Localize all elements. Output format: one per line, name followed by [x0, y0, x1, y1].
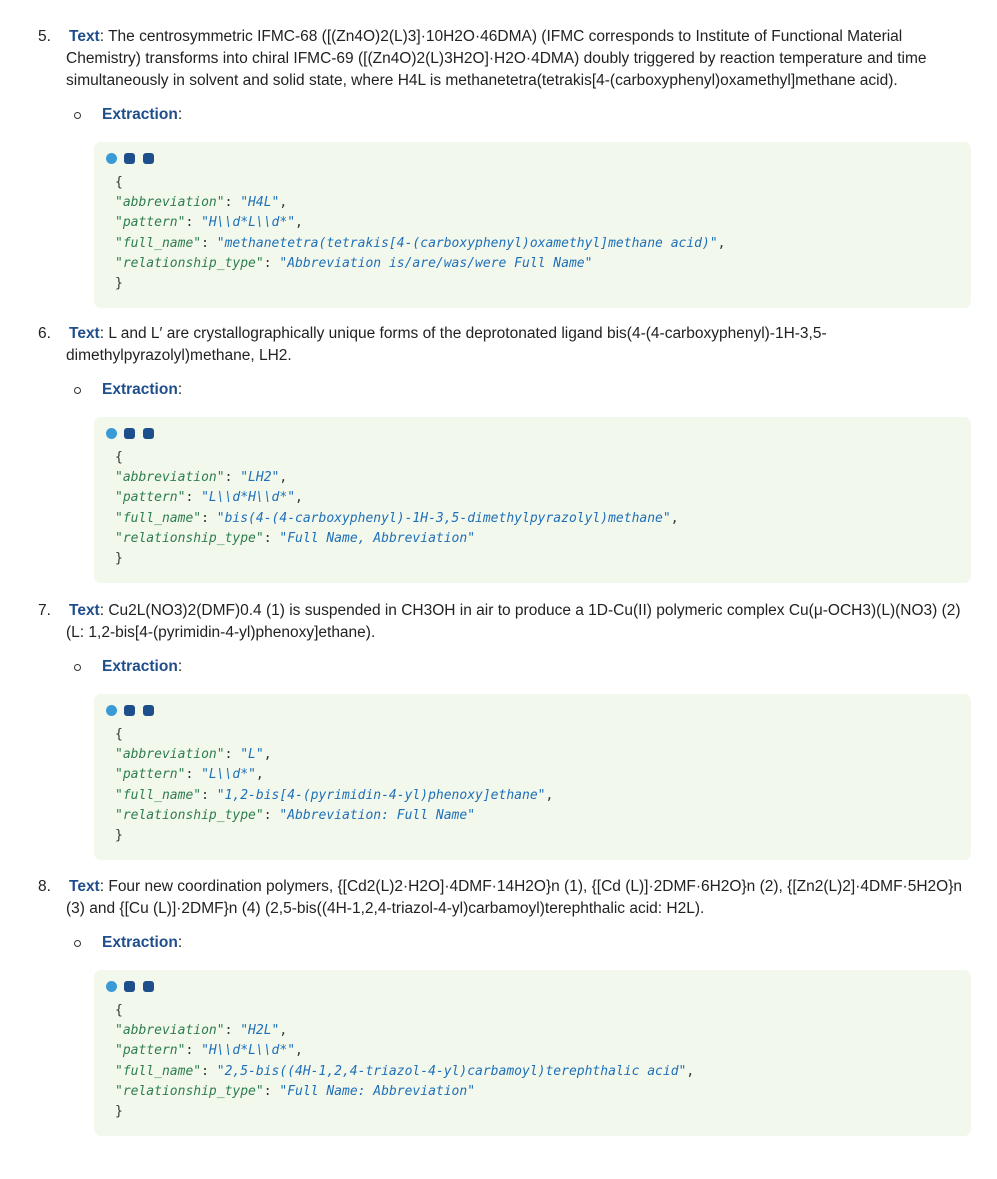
code-key: "abbreviation" [115, 1023, 225, 1039]
code-key: "full_name" [115, 1063, 202, 1079]
code-key: "abbreviation" [115, 470, 225, 486]
item-number: 6. [38, 325, 51, 342]
code-key: "relationship_type" [115, 530, 264, 546]
code-content [115, 173, 725, 294]
code-line: "abbreviation": "H4L", [115, 195, 288, 211]
code-line: "pattern": "L\\d*", [115, 767, 264, 783]
item-text-body: : The centrosymmetric IFMC-68 ([(Zn4O)2(L)3]·10H2O·46DMA) (IFMC corresponds to Institute of Functional Material Chemistry) transforms into chiral IFMC-69 ([(Zn4O)2(L)3H2O]·H2O·4DMA) doubly triggered by reaction temperature and time simultaneously in solvent and solid state, where H4L is methanetetra(tetrakis[4-(carboxyphenyl)oxamethyl]methane acid). [66, 28, 927, 89]
code-block [94, 142, 971, 308]
code-key: "full_name" [115, 787, 202, 803]
code-line: "full_name": "methanetetra(tetrakis[4-(carboxyphenyl)oxamethyl]methane acid)", [115, 235, 726, 251]
code-line: "full_name": "2,5-bis((4H-1,2,4-triazol-4-yl)carbamoyl)terephthalic acid", [115, 1063, 695, 1079]
code-value: "LH2" [240, 470, 280, 486]
extraction-label [102, 656, 182, 678]
bullet-icon [74, 664, 81, 671]
code-open-brace: { [115, 450, 123, 465]
code-value: "1,2-bis[4-(pyrimidin-4-yl)phenoxy]ethane" [216, 787, 546, 803]
code-value: "Abbreviation is/are/was/were Full Name" [279, 255, 593, 271]
window-dot-icon [143, 981, 154, 992]
item-number: 5. [38, 28, 51, 45]
code-value: "methanetetra(tetrakis[4-(carboxyphenyl)oxamethyl]methane acid)" [216, 235, 718, 251]
code-content [115, 448, 679, 569]
extraction-label-suffix: : [177, 381, 183, 398]
code-close-brace: } [115, 551, 123, 567]
code-key: "relationship_type" [115, 1083, 264, 1099]
code-line: "abbreviation": "L", [115, 747, 272, 763]
window-dot-icon [106, 428, 117, 439]
extraction-label-text: Extraction [102, 106, 178, 123]
code-key: "abbreviation" [115, 195, 225, 211]
code-line: "abbreviation": "LH2", [115, 470, 288, 486]
item-text [66, 876, 967, 920]
code-block [94, 694, 971, 860]
window-dot-icon [143, 153, 154, 164]
extraction-label [102, 932, 182, 954]
code-value: "Full Name, Abbreviation" [279, 530, 476, 546]
extraction-label-suffix: : [177, 106, 183, 123]
code-line: "relationship_type": "Abbreviation: Full Name" [115, 807, 476, 823]
code-open-brace: { [115, 175, 123, 190]
code-line: "pattern": "H\\d*L\\d*", [115, 215, 303, 231]
code-line: "relationship_type": "Full Name, Abbreviation" [115, 530, 476, 546]
window-dot-icon [124, 428, 135, 439]
code-value: "H\\d*L\\d*" [201, 1043, 296, 1059]
code-close-brace: } [115, 276, 123, 292]
code-value: "bis(4-(4-carboxyphenyl)-1H-3,5-dimethylpyrazolyl)methane" [216, 510, 671, 526]
extraction-label [102, 379, 182, 401]
code-line: "full_name": "bis(4-(4-carboxyphenyl)-1H-3,5-dimethylpyrazolyl)methane", [115, 510, 679, 526]
item-text-body: : Cu2L(NO3)2(DMF)0.4 (1) is suspended in CH3OH in air to produce a 1D-Cu(II) polymeric complex Cu(μ-OCH3)(L)(NO3) (2) (L: 1,2-bis[4-(pyrimidin-4-yl)phenoxy]ethane). [66, 602, 961, 641]
extraction-label-text: Extraction [102, 658, 178, 675]
code-key: "pattern" [115, 767, 186, 783]
code-key: "relationship_type" [115, 255, 264, 271]
code-key: "abbreviation" [115, 747, 225, 763]
window-dot-icon [106, 153, 117, 164]
item-text [66, 600, 967, 644]
item-text-label: Text [69, 28, 100, 45]
code-close-brace: } [115, 1104, 123, 1120]
code-value: "L\\d*" [201, 767, 256, 783]
code-close-brace: } [115, 828, 123, 844]
window-dot-icon [143, 428, 154, 439]
code-open-brace: { [115, 727, 123, 742]
bullet-icon [74, 112, 81, 119]
extraction-label-text: Extraction [102, 934, 178, 951]
item-text-label: Text [69, 325, 100, 342]
window-dot-icon [124, 153, 135, 164]
item-text-body: : L and L′ are crystallographically unique forms of the deprotonated ligand bis(4-(4-carboxyphenyl)-1H-3,5-dimethylpyrazolyl)methane, LH2. [66, 325, 827, 364]
item-text-body: : Four new coordination polymers, {[Cd2(L)2·H2O]·4DMF·14H2O}n (1), {[Cd (L)]·2DMF·6H2O}n (2), {[Zn2(L)2]·4DMF·5H2O}n (3) and {[Cu (L)]·2DMF}n (4) (2,5-bis((4H-1,2,4-triazol-4-yl)carbamoyl)terephthalic acid: H2L). [66, 878, 963, 917]
code-value: "H4L" [240, 195, 280, 211]
item-text [66, 323, 967, 367]
code-line: "relationship_type": "Full Name: Abbreviation" [115, 1083, 476, 1099]
code-line: "pattern": "H\\d*L\\d*", [115, 1043, 303, 1059]
code-open-brace: { [115, 1003, 123, 1018]
item-text [66, 26, 967, 92]
code-content [115, 725, 553, 846]
code-key: "relationship_type" [115, 807, 264, 823]
code-line: "relationship_type": "Abbreviation is/are/was/were Full Name" [115, 255, 593, 271]
code-value: "Abbreviation: Full Name" [279, 807, 476, 823]
code-key: "full_name" [115, 235, 202, 251]
code-value: "H2L" [240, 1023, 280, 1039]
extraction-label [102, 104, 182, 126]
item-text-label: Text [69, 878, 100, 895]
code-value: "H\\d*L\\d*" [201, 215, 296, 231]
code-line: "full_name": "1,2-bis[4-(pyrimidin-4-yl)phenoxy]ethane", [115, 787, 554, 803]
code-value: "L" [240, 747, 264, 763]
window-dot-icon [143, 705, 154, 716]
code-block [94, 970, 971, 1136]
bullet-icon [74, 387, 81, 394]
item-number: 7. [38, 602, 51, 619]
item-number: 8. [38, 878, 51, 895]
extraction-label-text: Extraction [102, 381, 178, 398]
code-key: "full_name" [115, 510, 202, 526]
window-dot-icon [106, 705, 117, 716]
window-dot-icon [124, 705, 135, 716]
code-key: "pattern" [115, 490, 186, 506]
code-block [94, 417, 971, 583]
code-key: "pattern" [115, 215, 186, 231]
bullet-icon [74, 940, 81, 947]
code-content [115, 1001, 694, 1122]
item-text-label: Text [69, 602, 100, 619]
window-dot-icon [124, 981, 135, 992]
code-line: "pattern": "L\\d*H\\d*", [115, 490, 303, 506]
code-value: "Full Name: Abbreviation" [279, 1083, 476, 1099]
extraction-label-suffix: : [177, 934, 183, 951]
code-line: "abbreviation": "H2L", [115, 1023, 288, 1039]
code-key: "pattern" [115, 1043, 186, 1059]
extraction-label-suffix: : [177, 658, 183, 675]
code-value: "L\\d*H\\d*" [201, 490, 296, 506]
window-dot-icon [106, 981, 117, 992]
code-value: "2,5-bis((4H-1,2,4-triazol-4-yl)carbamoyl)terephthalic acid" [216, 1063, 687, 1079]
